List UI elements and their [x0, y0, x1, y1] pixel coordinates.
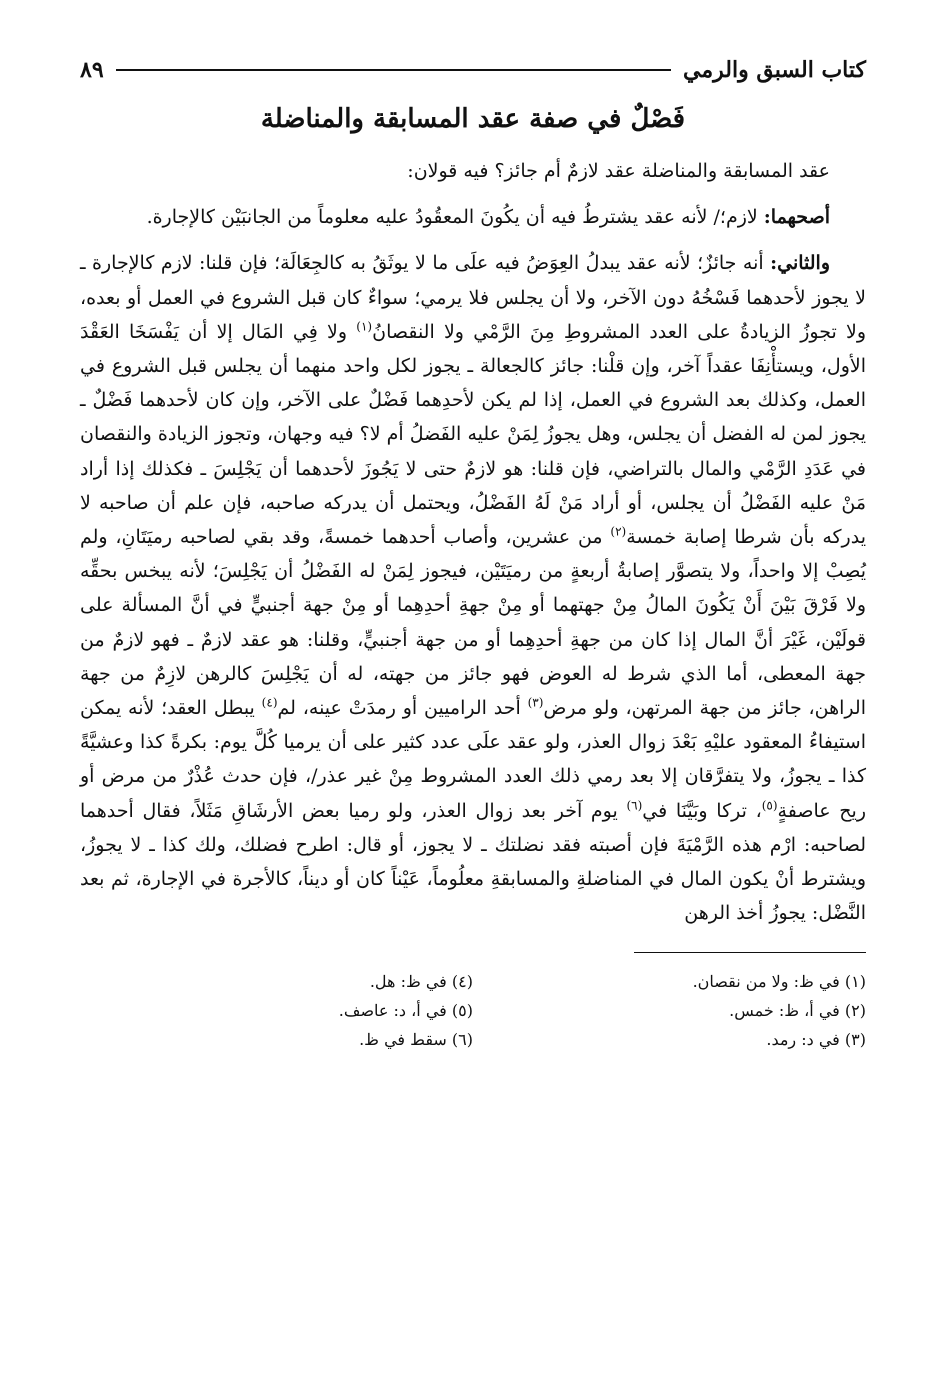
- footnote-item: (٥) في أ، د: عاصف.: [338, 1001, 473, 1021]
- paragraph-text: من عشرين، وأصاب أحدهما خمسةً، وقد بقي لصاحبه رميَتَانِ، ولم يُصِبْ إلا واحداً، ولا يتصوَّر إصابةُ أربعةٍ من رميَتَيْن، فيجوز لِمَنْ له الفَضْلُ أن يَجْلِسَ؛ لأنه يبخس بحقِّه ولا فَرْقَ بَيْنَ أَنْ يَكُونَ المالُ مِنْ جهتهما أو مِنْ جهةِ أحدِهِما أو مِنْ جهة أجنبيٍّ في أنَّ المسألة على قولَيْن، غَيْرَ أنَّ المال إذا كان من جهةِ أحدِهِما أو من جهة أجنبيٍّ، وقلنا: هو عقد لازمٌ ـ فهو لازمٌ من جهة المعطى، أما الذي شرط له العوض فهو جائز من جهته، له أن يَجْلِسَ كالرهن لازِمٌ من جهة الراهن، جائز من جهة المرتهن، ولو مرض: [80, 526, 866, 720]
- footnote-item: (١) في ظ: ولا من نقصان.: [692, 972, 866, 992]
- footnotes-right-column: [473, 967, 866, 1054]
- footnotes-left-column: [80, 967, 473, 1054]
- running-head: [80, 52, 866, 88]
- paragraph-first-opinion: [80, 200, 866, 234]
- paragraph-text: يبطل العقد؛ لأنه يمكن استيفاءُ المعقود عليْهِ بَعْدَ زوال العذر، ولو عقد علَى عدد كثير على أن يرميا كُلَّ يوم: بكرةً كذا وعشيَّةً كذا ـ يجوزُ، ولا يتفرَّقان إلا بعد رمي ذلك العدد المشروط مِنْ غير عذر/، فإن حدث عُذْرٌ من مرض أو ريح عاصفةٍ: [80, 697, 867, 822]
- paragraph-second-opinion: [80, 246, 866, 930]
- footnote-ref: (٣): [527, 695, 544, 710]
- paragraph-text: لازم؛/ لأنه عقد يشترطُ فيه أن يكُونَ المعقُودُ عليه معلوماً من الجانبَيْن كالإجارة.: [146, 206, 764, 229]
- footnote-ref: (١): [356, 319, 373, 334]
- footnote-separator: [634, 952, 866, 953]
- paragraph-text: عقد المسابقة والمناضلة عقد لازمٌ أم جائز؟ فيه قولان:: [407, 160, 830, 182]
- paragraph-text: ، تركا وبَيَّنَا في: [642, 799, 762, 822]
- footnote-item: (٤) في ظ: هل.: [369, 972, 473, 992]
- book-page: [80, 52, 866, 1054]
- footnote-ref: (٤): [261, 695, 278, 710]
- paragraph-text: أحد الراميين أو رمدَتْ عينه، لم: [277, 697, 528, 720]
- footnote-ref: (٦): [626, 798, 643, 813]
- footnote-ref: (٢): [610, 524, 627, 539]
- paragraph-lead: أصحهما:: [763, 206, 830, 229]
- footnote-item: (٦) سقط في ظ.: [359, 1030, 473, 1050]
- footnotes: [80, 967, 866, 1054]
- paragraph-lead: والثاني:: [770, 252, 830, 275]
- body-text: [80, 154, 866, 930]
- footnote-item: (٣) في د: رمد.: [766, 1030, 866, 1050]
- footnote-ref: (٥): [761, 798, 778, 813]
- running-head-rule: [116, 69, 671, 71]
- paragraph-intro: [80, 154, 866, 188]
- paragraph-text: يوم آخر بعد زوال العذر، ولو رميا بعض الأرشَاقِ مَثَلاً، فقال أحدهما لصاحبه: ارْم هذه الرَّمْيَةَ فإن أصبته فقد نضلتك ـ لا يجوز، أو قال: اطرح فضلك، ولك كذا ـ لا يجوزُ، ويشترط أنْ يكون المال في المناضلةِ والمسابقةِ معلُوماً، عَيْناً كان أو ديناً، كالأجرة في الإجارة، ثم بعد النَّضْل: يجوزُ أخذ الرهن: [80, 799, 866, 925]
- paragraph-text: ولا فِي المَال إلا أن يَفْسَخَا العَقْدَ الأول، ويستأْنِفَا عقداً آخر، وإن قلْنا: جائز كالجعالة ـ يجوز لكل واحد منهما أن يجلس قبل الشروع في العمل، وكذلك بعد الشروع في العمل، إذا لم يكن لأحدِهما فَضْلٌ على الآخر، وإن كان لأحدهما فَضْلٌ ـ يجوز لمن له الفضل أن يجلس، وهل يجوزُ لِمَنْ عليه الفَضلُ أم لا؟ فيه وجهان، وتجوز الزيادة والنقصان في عَدَدِ الرَّمْي والمال بالتراضي، فإن قلنا: هو لازمٌ حتى لا يَجُوزَ لأحدهما أن يَجْلِسَ ـ فكذلك إذا أراد مَنْ عليه الفَضْلُ أن يجلس، أو أراد مَنْ لَهُ الفَضْلُ، ويحتمل أن يدركه صاحبه، فإن علم أن صاحبه لا يدركه بأن شرطا إصابة خمسة: [80, 320, 866, 549]
- paragraph-text: أنه جائزٌ؛ لأنه عقد يبدلُ العِوَضُ فيه علَى ما لا يوثَقُ به كالجِعَالَة؛ فإن قلنا: لازم كالإجارة ـ لا يجوز لأحدهما فَسْخُهُ دون الآخر، ولا أن يجلس فلا يرمي؛ سواءٌ كان قبل الشروع في العمل أو بعده، ولا تجوزُ الزيادةُ على العدد المشروطِ مِنَ الرَّمْي ولا النقصانُ: [80, 252, 867, 343]
- running-head-title: كتاب السبق والرمي: [683, 57, 866, 83]
- page-number: ٨٩: [80, 57, 104, 83]
- footnote-item: (٢) في أ، ظ: خمس.: [729, 1001, 866, 1021]
- section-heading: فَصْلٌ في صفة عقد المسابقة والمناضلة: [260, 104, 686, 134]
